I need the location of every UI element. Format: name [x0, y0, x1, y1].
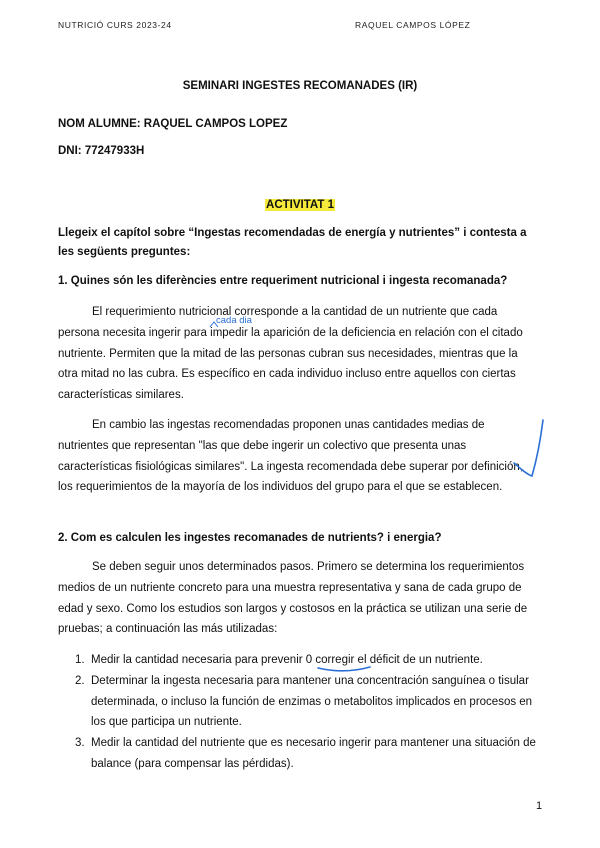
- student-name: NOM ALUMNE: RAQUEL CAMPOS LOPEZ: [58, 118, 288, 130]
- header-course: NUTRICIÓ CURS 2023-24: [58, 20, 172, 30]
- answer-1-paragraph-2: [58, 415, 538, 498]
- question-1: 1. Quines són les diferències entre requeriment nutricional i ingesta recomanada?: [58, 275, 508, 287]
- activity-heading: [0, 199, 600, 211]
- activity-label: ACTIVITAT 1: [266, 199, 334, 211]
- method-list: [58, 650, 538, 775]
- answer-1-text-2: En cambio las ingestas recomendadas proponen unas cantidades medias de nutrientes que representan "las que debe ingerir un colectivo que presenta unas características fisiológicas similares". La ingesta recomendada debe superar por definición, los requerimientos de la mayoría de los individuos del grupo para el que se establecen.: [58, 419, 523, 494]
- list-item: 1. Medir la cantidad necesaria para prevenir 0 corregir el déficit de un nutriente.: [75, 654, 483, 666]
- answer-2-text: Se deben seguir unos determinados pasos. Primero se determina los requerimientos medios de un nutriente concreto para una muestra representativa y sana de cada grupo de edad y sexo. Como los estudios son largos y costosos en la práctica se utilizan una serie de pruebas; a continuación las más utilizadas:: [58, 561, 528, 636]
- header-author: RAQUEL CAMPOS LÓPEZ: [355, 20, 471, 30]
- list-item: 2. Determinar la ingesta necesaria para mantener una concentración sanguínea o tisular determinada, o incluso la función de enzimas o metabolitos implicados en procesos en los que participa un nutriente.: [75, 674, 533, 729]
- handwritten-annotation: cada dia: [216, 315, 252, 326]
- list-item: 3. Medir la cantidad del nutriente que es necesario ingerir para mantener una situación de balance (para compensar las pérdidas).: [75, 737, 536, 770]
- document-title: SEMINARI INGESTES RECOMANADES (IR): [182, 80, 418, 92]
- answer-2-paragraph: [58, 557, 538, 640]
- answer-1-text-1: El requerimiento nutricional corresponde a la cantidad de un nutriente que cada persona necesita ingerir para impedir la aparición de la deficiencia en relación con el citado nutriente. Permiten que la mitad de las personas cubran sus necesidades, mientras que la otra mitad no las cubra. Es específico en cada individuo incluso entre aquellos con ciertas características similares.: [58, 306, 523, 402]
- instructions: Llegeix el capítol sobre “Ingestas recomendadas de energía y nutrientes” i contesta a les següents preguntes:: [58, 227, 527, 258]
- student-dni: DNI: 77247933H: [58, 145, 145, 157]
- question-2: 2. Com es calculen les ingestes recomanades de nutrients? i energia?: [58, 532, 442, 544]
- page-number: 1: [536, 800, 543, 812]
- answer-1-paragraph-1: [58, 302, 538, 406]
